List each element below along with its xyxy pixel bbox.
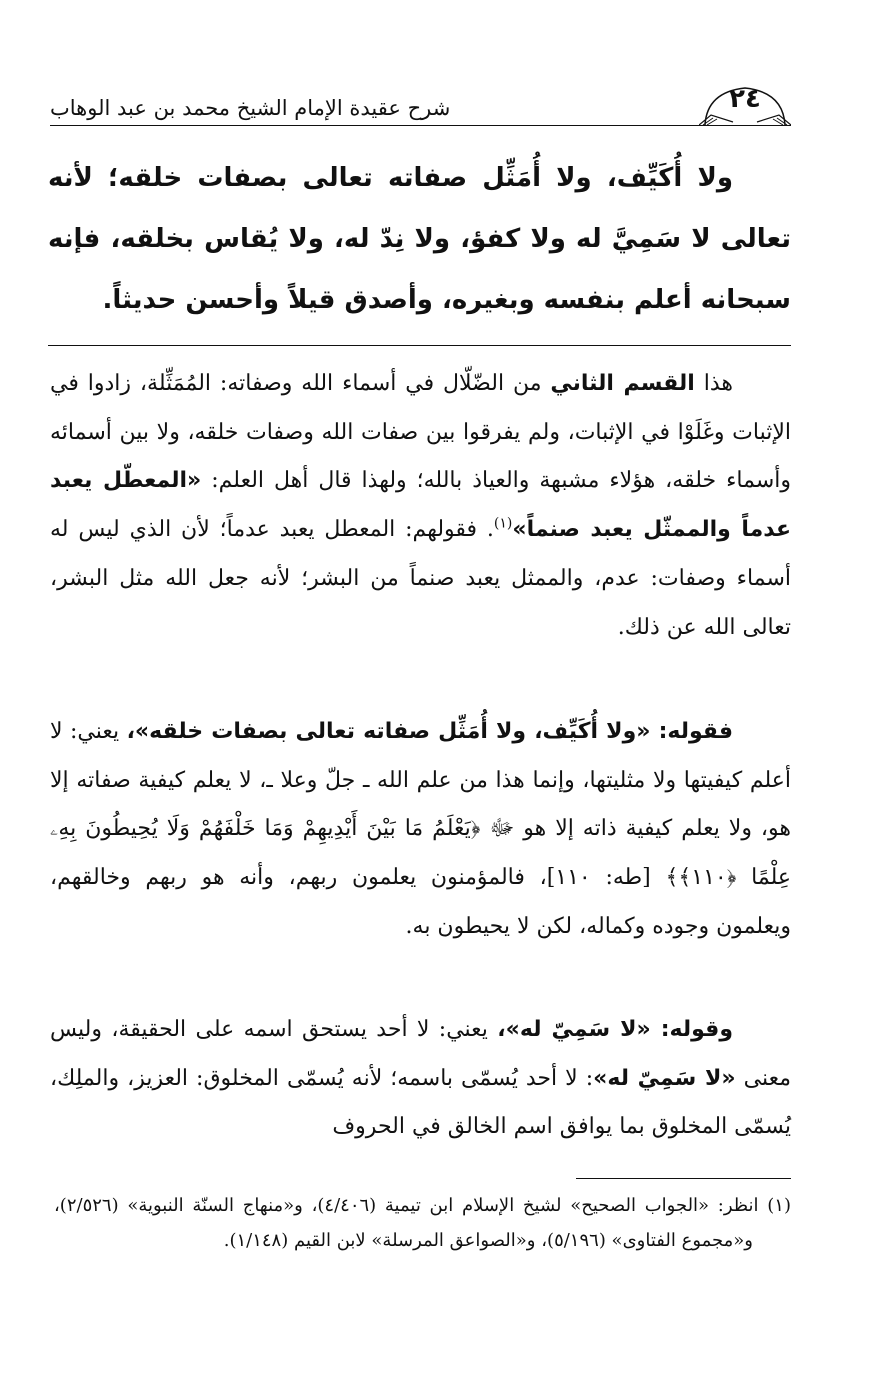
running-title: شرح عقيدة الإمام الشيخ محمد بن عبد الوهاب (50, 96, 451, 120)
matn-text: ولا أُكَيِّف، ولا أُمَثِّل صفاته تعالى بصفات خلقه؛ لأنه تعالى لا سَمِيَّ له ولا كفؤ، ولا نِدّ له، ولا يُقاس بخلقه، فإنه سبحانه أعلم بنفسه وبغيره، وأصدق قيلاً وأحسن حديثاً. (48, 163, 791, 315)
p2-ayah-ref: [طه: ١١٠] (546, 865, 651, 891)
commentary-paragraph-3 (50, 1006, 791, 1152)
p1-quote: «المعطّل يعبد عدماً والممثّل يعبد صنماً» (50, 468, 791, 543)
page-number: ٢٤ (729, 84, 761, 114)
p1-text-a: هذا (703, 371, 733, 396)
p1-text-c: من الضّلّال في أسماء الله وصفاته: المُمَثِّلة، زادوا في الإثبات وغَلَوْا في الإثبات، ولم يفرقوا بين صفات الله وصفات خلقه، ولا بين أسمائه وأسماء خلقه، هؤلاء مشبهة والعياذ بالله؛ ولهذا قال أهل العلم: (50, 371, 791, 494)
p3-text-b: : لا أحد يُسمّى باسمه؛ لأنه يُسمّى المخلوق: العزيز، والملِك، يُسمّى المخلوق بما يوافق اسم الخالق في الحروف (50, 1065, 791, 1140)
footnote-1: (١) انظر: «الجواب الصحيح» لشيخ الإسلام ابن تيمية (٤/٤٠٦)، و«منهاج السنّة النبوية» (٢/٥٢٦)، و«مجموع الفتاوى» (٥/١٩٦)، و«الصواعق المرسلة» لابن القيم (١/١٤٨). (54, 1195, 791, 1251)
p2-ayah: ﴿يَعْلَمُ مَا بَيْنَ أَيْدِيهِمْ وَمَا خَلْفَهُمْ وَلَا يُحِيطُونَ بِهِۦ عِلْمًا ﴿١١٠﴾﴾ (50, 816, 792, 891)
commentary-paragraph-1 (50, 360, 791, 652)
p1-text-d: . فقولهم: المعطل يعبد عدماً؛ لأن الذي ليس له أسماء وصفات: عدم، والممثل يعبد صنماً من البشر؛ لأنه جعل الله مثل البشر، تعالى الله عن ذلك. (50, 517, 791, 640)
commentary-paragraph-2 (50, 708, 791, 952)
page-number-ornament (699, 82, 791, 126)
p1-bold-term: القسم الثاني (550, 371, 695, 396)
page-header (50, 78, 791, 126)
header-rule (50, 125, 791, 126)
p2-lead: فقوله: «ولا أُكَيِّف، ولا أُمَثِّل صفاته تعالى بصفات خلقه»، (126, 719, 733, 744)
footnote-ref[interactable]: (١) (493, 515, 513, 532)
p3-quote: «لا سَمِيّ له» (593, 1065, 736, 1091)
p2-text: يعني: لا أعلم كيفيتها ولا مثليتها، وإنما هذا من علم الله ـ جلّ وعلا ـ، لا يعلم كيفية صفاته إلا هو، ولا يعلم كيفية ذاته إلا هو ﷻ (50, 719, 791, 842)
p2-tail: ، فالمؤمنون يعلمون ربهم، وأنه هو ربهم وخالقهم، ويعلمون وجوده وكماله، لكن لا يحيطون به. (50, 865, 791, 939)
p3-text-a: يعني: لا أحد يستحق اسمه على الحقيقة، وليس معنى (50, 1017, 791, 1091)
p3-lead: وقوله: «لا سَمِيّ له»، (497, 1017, 733, 1042)
footnote-rule (576, 1178, 791, 1179)
section-divider (48, 345, 791, 346)
